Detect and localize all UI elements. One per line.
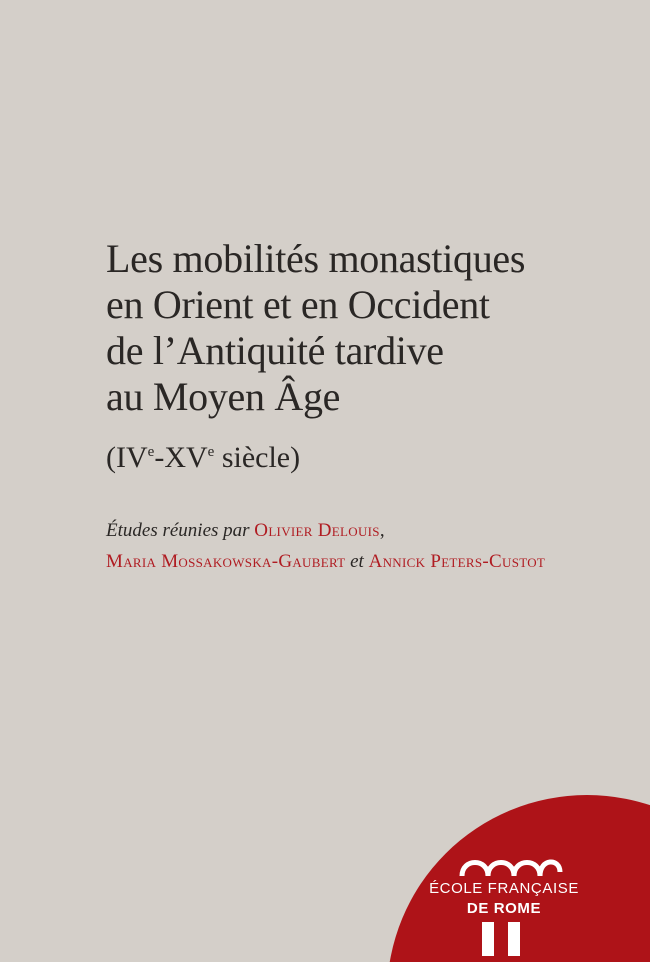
editor-separator: , (379, 520, 385, 541)
book-subtitle (106, 440, 626, 476)
subtitle-open: (IV (106, 441, 148, 474)
publisher-name-line-1: ÉCOLE FRANÇAISE (429, 880, 579, 897)
editor-name-2: Maria Mossakowska-Gaubert (106, 551, 346, 572)
editors-intro: Études réunies par (106, 520, 250, 541)
subtitle-sup-2: e (207, 444, 215, 460)
book-title (106, 236, 626, 476)
logo-arch-right (514, 863, 540, 877)
editors-line-2 (106, 546, 626, 577)
logo-pillar-right (508, 922, 520, 956)
title-line-2: en Orient et en Occident (106, 282, 490, 327)
publisher-name-line-2: DE ROME (466, 900, 542, 917)
editor-name-1: Olivier Delouis (254, 520, 380, 541)
title-line-4: au Moyen Âge (106, 374, 341, 419)
editor-name-3: Annick Peters-Custot (368, 551, 546, 572)
subtitle-sup-1: e (147, 444, 155, 460)
logo-arch-middle (488, 863, 514, 877)
editors-conjunction: et (350, 551, 364, 572)
editors-line-1 (106, 515, 626, 546)
logo-arch-left (462, 863, 488, 877)
logo-arch-far-right (540, 862, 560, 876)
subtitle-close: siècle) (214, 441, 301, 474)
logo-pillar-left (482, 922, 494, 956)
editors-credit (106, 515, 626, 577)
title-line-1: Les mobilités monastiques (106, 236, 526, 281)
subtitle-mid: -XV (154, 441, 208, 474)
title-line-3: de l’Antiquité tardive (106, 328, 444, 373)
